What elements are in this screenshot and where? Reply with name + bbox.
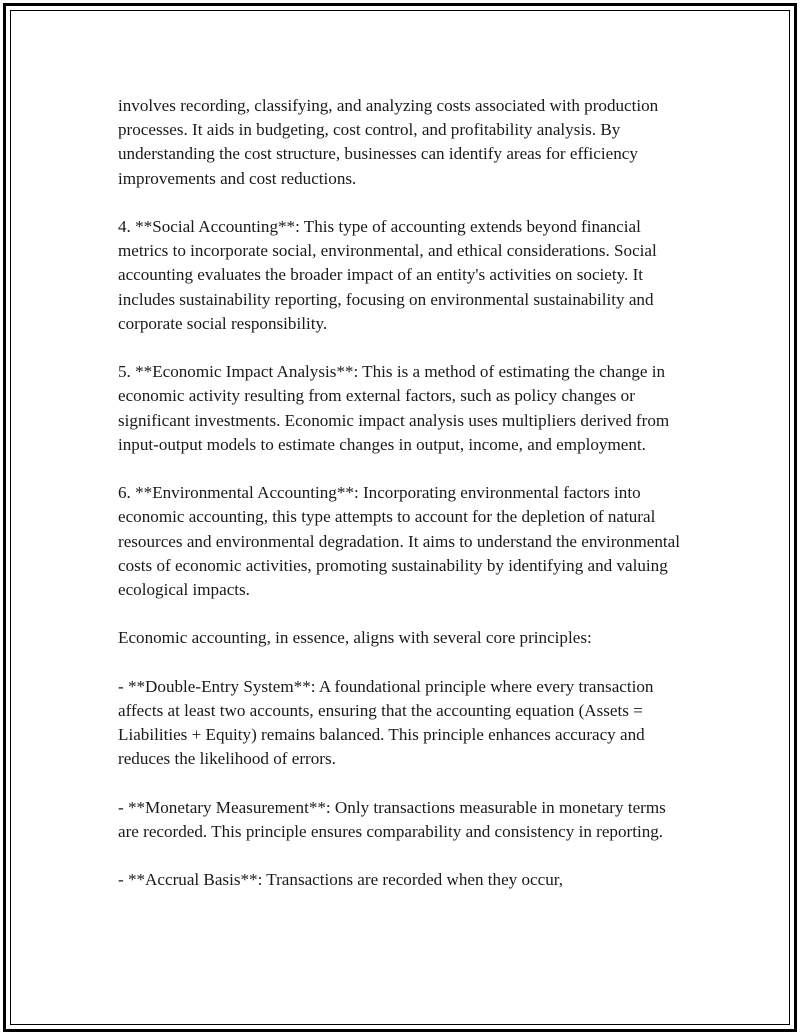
paragraph-accrual-basis: - **Accrual Basis**: Transactions are recorded when they occur,: [118, 870, 564, 890]
paragraph-environmental-accounting: 6. **Environmental Accounting**: Incorporating environmental factors into economic accounting, this type attempts to account for the depletion of natural resources and environmental degradation. It aims to understand the environmental costs of economic activities, promoting sustainability by identifying and valuing ecological impacts.: [118, 483, 681, 600]
paragraph-monetary-measurement: - **Monetary Measurement**: Only transactions measurable in monetary terms are recorded. This principle ensures comparability and consistency in reporting.: [118, 797, 666, 841]
paragraph-core-principles-intro: Economic accounting, in essence, aligns with several core principles:: [118, 628, 592, 648]
paragraph-social-accounting: 4. **Social Accounting**: This type of accounting extends beyond financial metrics to incorporate social, environmental, and ethical considerations. Social accounting evaluates the broader impact of an entity's activities on society. It includes sustainability reporting, focusing on environmental sustainability and corporate social responsibility.: [118, 217, 657, 333]
paragraph-economic-impact-analysis: 5. **Economic Impact Analysis**: This is a method of estimating the change in economic activity resulting from external factors, such as policy changes or significant investments. Economic impact analysis uses multipliers derived from input-output models to estimate changes in output, income, and employment.: [118, 362, 670, 454]
document-body: [118, 94, 690, 917]
paragraph-cost-accounting-continued: involves recording, classifying, and analyzing costs associated with production processes. It aids in budgeting, cost control, and profitability analysis. By understanding the cost structure, businesses can identify areas for efficiency improvements and cost reductions.: [118, 96, 659, 188]
paragraph-double-entry-system: - **Double-Entry System**: A foundational principle where every transaction affects at least two accounts, ensuring that the accounting equation (Assets = Liabilities + Equity) remains balanced. This principle enhances accuracy and reduces the likelihood of errors.: [118, 676, 654, 769]
